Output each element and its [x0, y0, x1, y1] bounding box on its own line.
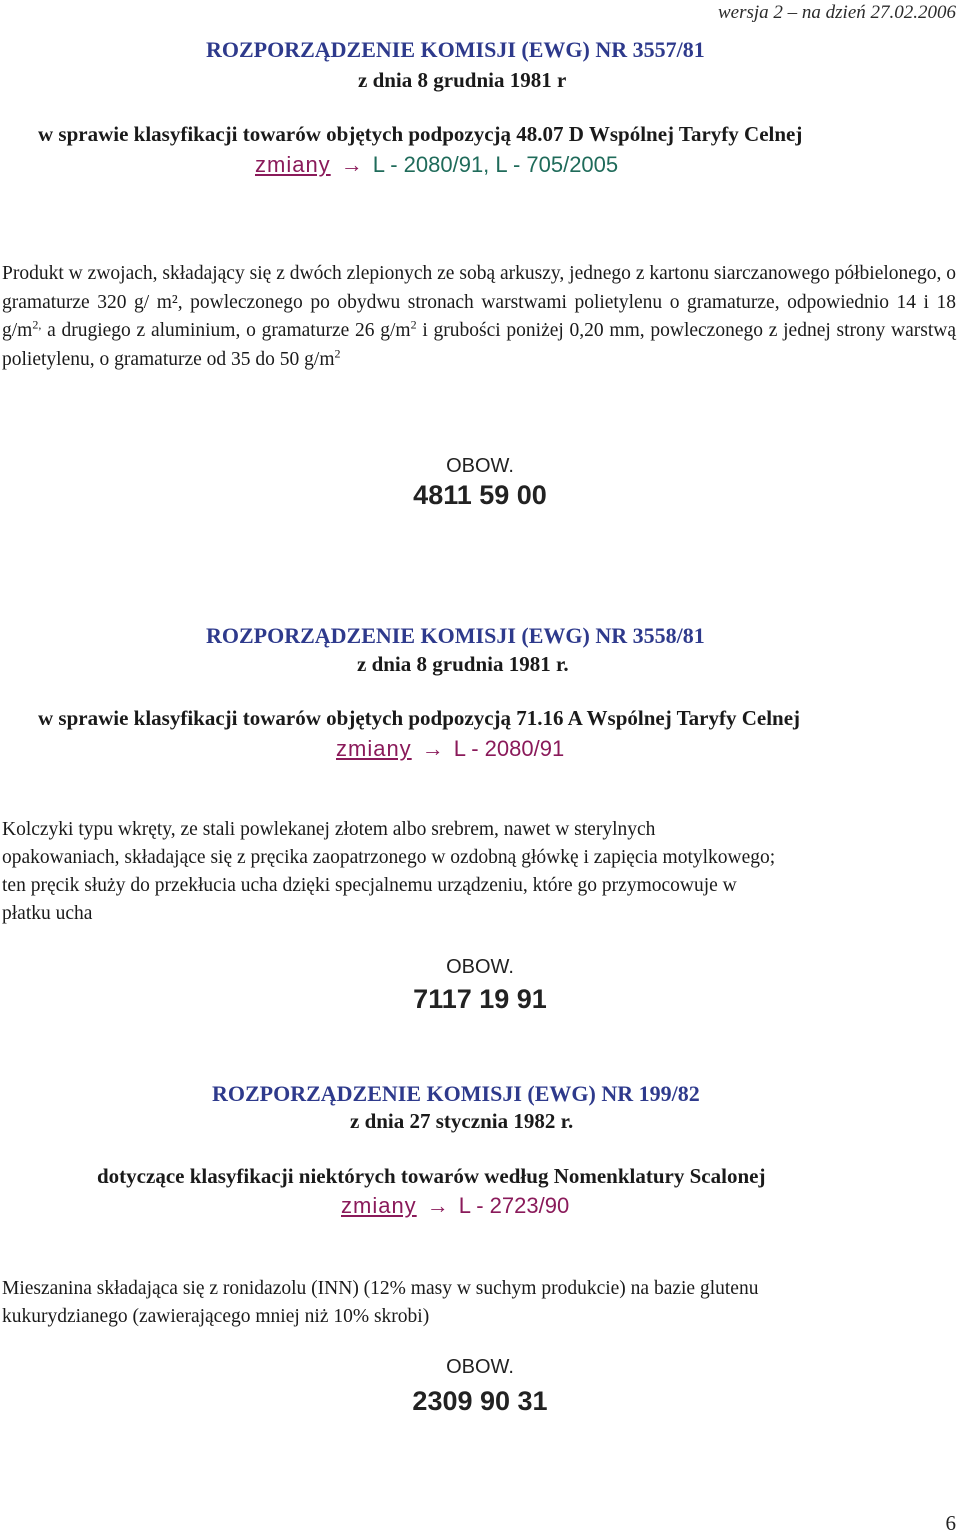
- description-line: Mieszanina składająca się z ronidazolu (INN) (12% masy w suchym produkcie) na bazie glutenu: [2, 1278, 759, 1299]
- version-note: wersja 2 – na dzień 27.02.2006: [717, 2, 956, 23]
- amendment-references: L - 2080/91, L - 705/2005: [372, 152, 619, 177]
- regulation-subject: w sprawie klasyfikacji towarów objętych podpozycją 48.07 D Wspólnej Taryfy Celnej: [38, 122, 803, 146]
- description-text: a drugiego z aluminium, o gramaturze 26 g/m: [41, 320, 411, 341]
- regulation-date: z dnia 27 stycznia 1982 r.: [350, 1109, 574, 1133]
- superscript: 2: [410, 317, 417, 332]
- right-arrow-icon: →: [426, 1193, 449, 1218]
- status-label: OBOW.: [446, 455, 514, 477]
- description-line: kukurydzianego (zawierającego mniej niż 10% skrobi): [2, 1306, 430, 1327]
- description-line: ten pręcik służy do przekłucia ucha dzięki specjalnemu urządzeniu, które go przymocowuje w: [2, 875, 737, 896]
- amendments-row: [336, 736, 564, 762]
- superscript: 2: [334, 346, 341, 360]
- regulation-date: z dnia 8 grudnia 1981 r: [358, 68, 567, 92]
- description-line: Kolczyki typu wkręty, ze stali powlekanej złotem albo srebrem, nawet w sterylnych: [2, 819, 656, 840]
- tariff-code: 2309 90 31: [412, 1386, 548, 1416]
- regulation-title: ROZPORZĄDZENIE KOMISJI (EWG) NR 3557/81: [206, 37, 705, 62]
- amendment-references: L - 2080/91: [453, 736, 565, 761]
- amendments-row: [341, 1193, 569, 1219]
- status-label: OBOW.: [446, 956, 514, 978]
- description-line: opakowaniach, składające się z pręcika zaopatrzonego w ozdobną główkę i zapięcia motylkowego;: [2, 847, 776, 868]
- regulation-title: ROZPORZĄDZENIE KOMISJI (EWG) NR 3558/81: [206, 623, 705, 648]
- product-description: [2, 260, 956, 374]
- page-number: 6: [945, 1511, 956, 1535]
- description-text: i grubości poniżej 0,20 mm, powleczonego z jednej strony warstwą polietylenu, o gramaturze od 35 do 50 g/m: [2, 320, 956, 370]
- amendment-references: L - 2723/90: [458, 1193, 570, 1218]
- product-description: [2, 1275, 956, 1331]
- product-description: [2, 816, 956, 928]
- description-line: płatku ucha: [2, 903, 93, 924]
- tariff-code: 4811 59 00: [413, 480, 547, 510]
- right-arrow-icon: →: [421, 736, 444, 761]
- regulation-subject: w sprawie klasyfikacji towarów objętych podpozycją 71.16 A Wspólnej Taryfy Celnej: [38, 706, 801, 730]
- right-arrow-icon: →: [340, 152, 363, 177]
- regulation-date: z dnia 8 grudnia 1981 r.: [357, 652, 569, 676]
- description-text: Produkt w zwojach, składający się z dwóch zlepionych ze sobą arkuszy, jednego z kartonu siarczanowego półbielonego, o gramaturze 320 g/ m², powleczonego po obydwu stronach warstwami polietylenu o gramaturze, odpowiednio 14 i 18 g/m: [2, 263, 956, 341]
- amendments-label: zmiany: [341, 1193, 417, 1218]
- superscript: 2,: [32, 317, 42, 332]
- amendments-label: zmiany: [255, 152, 331, 177]
- status-label: OBOW.: [446, 1356, 514, 1378]
- regulation-subject: dotyczące klasyfikacji niektórych towarów według Nomenklatury Scalonej: [97, 1164, 766, 1188]
- amendments-row: [255, 152, 618, 178]
- regulation-title: ROZPORZĄDZENIE KOMISJI (EWG) NR 199/82: [212, 1081, 700, 1106]
- amendments-label: zmiany: [336, 736, 412, 761]
- tariff-code: 7117 19 91: [413, 984, 547, 1014]
